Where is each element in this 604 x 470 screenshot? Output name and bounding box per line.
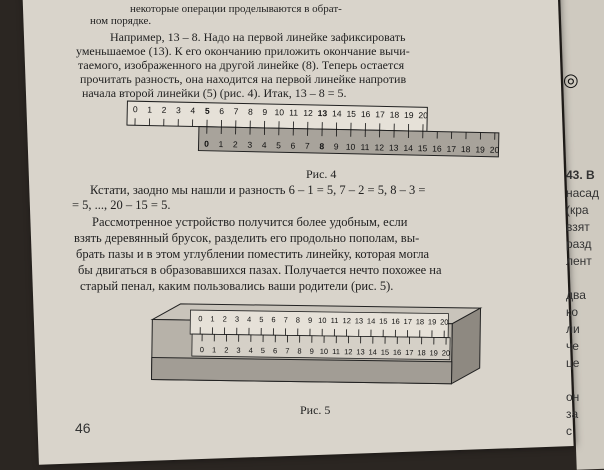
ruler-label: 6	[219, 106, 224, 116]
ruler-label: 3	[236, 346, 240, 355]
ruler-label: 2	[162, 105, 167, 115]
ruler-label: 3	[176, 105, 181, 115]
text-line: таемого, изображенного на другой линейке (8). Теперь остается	[78, 58, 404, 72]
ruler-label: 9	[310, 347, 314, 356]
ruler-label: 1	[212, 345, 216, 354]
ruler-label: 1	[210, 314, 214, 323]
ruler-label: 12	[343, 316, 351, 325]
ruler-label: 0	[200, 345, 204, 354]
ruler-label: 5	[276, 140, 281, 150]
ruler-label: 14	[403, 143, 413, 153]
text-line: взять деревянный брусок, разделить его продольно пополам, вы-	[74, 231, 419, 246]
right-text-line: за	[566, 407, 578, 421]
ruler-label: 15	[379, 317, 387, 326]
ruler-label: 4	[247, 315, 251, 324]
right-text-line: 43. В	[566, 168, 595, 182]
ruler-label: 13	[356, 347, 364, 356]
ruler-label: 11	[360, 142, 369, 152]
ruler-label: 17	[446, 144, 456, 154]
block-front-lower	[152, 358, 452, 384]
right-text-line: ли	[566, 322, 580, 336]
ruler-label: 8	[319, 141, 324, 151]
ruler-label: 20	[442, 349, 450, 358]
handwritten-mark: ◎	[563, 70, 579, 91]
text-line: уменьшаемое (13). К его окончанию приложить окончание вычи-	[76, 44, 410, 58]
ruler-label: 13	[389, 143, 399, 153]
ruler-label: 13	[355, 316, 363, 325]
ruler-label: 15	[418, 143, 428, 153]
ruler-label: 16	[393, 348, 401, 357]
ruler-label: 19	[404, 110, 414, 120]
right-text-line: он	[566, 390, 579, 404]
right-text-line: (кра	[566, 203, 589, 217]
right-text-line: че	[566, 339, 579, 353]
right-text-line: разд	[566, 237, 591, 251]
page-number: 46	[75, 420, 91, 436]
ruler-label: 12	[344, 347, 352, 356]
ruler-label: 10	[346, 142, 356, 152]
text-line: некоторые операции проделываются в обрат-	[130, 2, 342, 16]
ruler-label: 15	[381, 348, 389, 357]
text-line: ном порядке.	[90, 14, 151, 28]
ruler-label: 14	[368, 348, 376, 357]
ruler-label: 0	[198, 314, 202, 323]
ruler-label: 11	[332, 347, 340, 356]
right-text-line: два	[566, 288, 586, 302]
ruler-label: 18	[461, 144, 471, 154]
right-text-line: лент	[566, 254, 592, 268]
text-line: Например, 13 – 8. Надо на первой линейке зафиксировать	[110, 30, 405, 44]
ruler-label: 9	[334, 141, 339, 151]
ruler-label: 7	[305, 141, 310, 151]
ruler-label: 12	[303, 108, 313, 118]
ruler-label: 6	[290, 140, 295, 150]
ruler-label: 10	[320, 347, 328, 356]
ruler-label: 4	[262, 140, 267, 150]
figure-4-caption: Рис. 4	[306, 167, 336, 182]
ruler-label: 10	[274, 107, 284, 117]
ruler-label: 2	[233, 139, 238, 149]
ruler-label: 16	[391, 317, 399, 326]
ruler-label: 1	[219, 139, 224, 149]
ruler-label: 16	[432, 143, 442, 153]
figure-5-caption: Рис. 5	[300, 403, 330, 418]
ruler-label: 19	[429, 348, 437, 357]
ruler-label: 20	[418, 110, 428, 120]
ruler-label: 20	[440, 318, 448, 327]
right-text-line: взят	[566, 220, 590, 234]
ruler-label: 19	[475, 144, 485, 154]
text-line: старый пенал, каким пользовались ваши родители (рис. 5).	[80, 279, 393, 294]
ruler-label: 10	[318, 316, 326, 325]
ruler-label: 0	[204, 139, 209, 149]
ruler-label: 15	[346, 109, 356, 119]
ruler-label: 18	[416, 317, 424, 326]
ruler-label: 4	[190, 105, 195, 115]
ruler-label: 6	[273, 346, 277, 355]
right-text-line: це	[566, 356, 579, 370]
ruler-label: 8	[296, 316, 300, 325]
figure-5	[140, 300, 525, 395]
ruler-label: 5	[261, 346, 265, 355]
ruler-label: 5	[259, 315, 263, 324]
ruler-label: 13	[318, 108, 328, 118]
ruler-label: 0	[133, 104, 138, 114]
ruler-label: 5	[205, 106, 210, 116]
right-text-line: с	[566, 424, 572, 438]
ruler-label: 2	[223, 314, 227, 323]
ruler-label: 2	[224, 346, 228, 355]
text-line: бы двигаться в образовавшихся пазах. Получается нечто похожее на	[78, 263, 442, 278]
ruler-label: 7	[285, 346, 289, 355]
text-line: = 5, ..., 20 – 15 = 5.	[72, 198, 170, 213]
ruler-label: 11	[289, 107, 298, 117]
ruler-label: 3	[235, 315, 239, 324]
ruler-label: 17	[405, 348, 413, 357]
ruler-label: 17	[375, 109, 385, 119]
ruler-label: 18	[390, 110, 400, 120]
ruler-label: 3	[247, 140, 252, 150]
ruler-label: 20	[490, 145, 500, 155]
ruler-label: 19	[428, 317, 436, 326]
text-line: начала второй линейки (5) (рис. 4). Итак, 13 – 8 = 5.	[82, 86, 346, 100]
right-text-line: насад	[566, 186, 599, 200]
ruler-label: 7	[234, 106, 239, 116]
ruler-label: 8	[297, 347, 301, 356]
ruler-label: 1	[147, 104, 152, 114]
ruler-label: 8	[248, 107, 253, 117]
ruler-label: 14	[332, 108, 342, 118]
ruler-label: 9	[262, 107, 267, 117]
ruler-label: 18	[417, 348, 425, 357]
text-line: Кстати, заодно мы нашли и разность 6 – 1 = 5, 7 – 2 = 5, 8 – 3 =	[90, 183, 425, 198]
ruler-label: 7	[284, 315, 288, 324]
figure-4	[125, 95, 510, 163]
ruler-label: 11	[331, 316, 339, 325]
ruler-label: 6	[271, 315, 275, 324]
ruler-label: 4	[249, 346, 253, 355]
text-line: прочитать разность, она находится на первой линейке напротив	[80, 72, 406, 86]
ruler-label: 12	[375, 142, 385, 152]
right-text-line: ко	[566, 305, 578, 319]
ruler-label: 17	[404, 317, 412, 326]
ruler-label: 16	[361, 109, 371, 119]
text-line: Рассмотренное устройство получится более удобным, если	[92, 215, 407, 230]
text-line: брать пазы и в этом углублении поместить линейку, которая могла	[76, 247, 429, 262]
ruler-label: 14	[367, 317, 375, 326]
ruler-label: 9	[308, 316, 312, 325]
